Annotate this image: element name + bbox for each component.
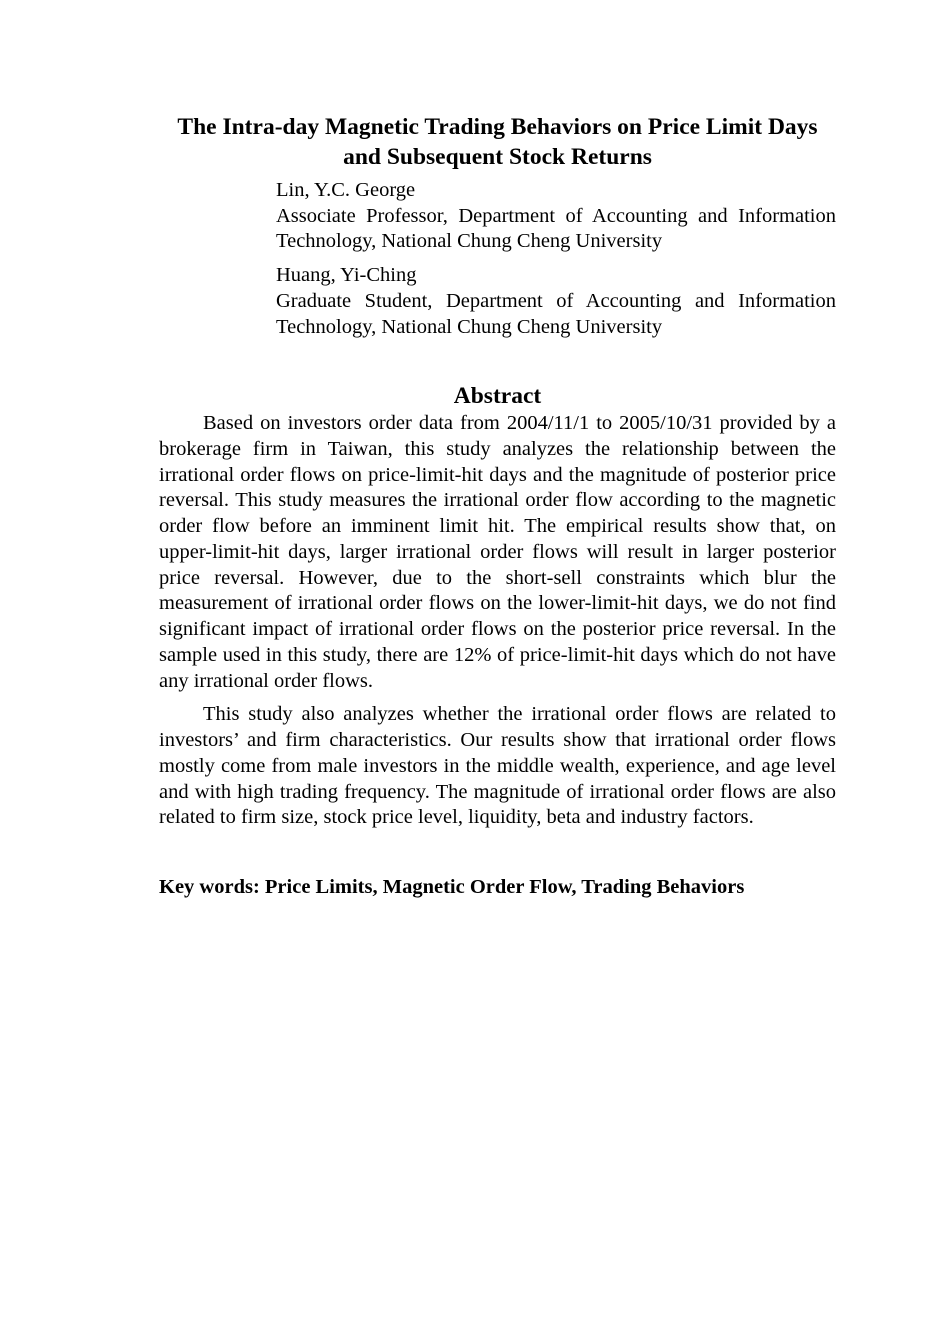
author-block <box>276 178 836 340</box>
author-entry <box>276 178 836 255</box>
author-entry <box>276 263 836 340</box>
abstract-paragraph: Based on investors order data from 2004/11/1 to 2005/10/31 provided by a brokerage firm in Taiwan, this study analyzes the relationship between the irrational order flows on price-limit-hit days and the magnitude of posterior price reversal. This study measures the irrational order flow according to the magnetic order flow before an imminent limit hit. The empirical results show that, on upper-limit-hit days, larger irrational order flows will result in larger posterior price reversal. However, due to the short-sell constraints which blur the measurement of irrational order flows on the lower-limit-hit days, we do not find significant impact of irrational order flows on the posterior price reversal. In the sample used in this study, there are 12% of price-limit-hit days which do not have any irrational order flows. <box>159 412 836 692</box>
author-name: Huang, Yi-Ching <box>276 264 417 287</box>
paper-title: The Intra-day Magnetic Trading Behaviors on Price Limit Days and Subsequent Stock Returns <box>177 114 818 170</box>
abstract-paragraph: This study also analyzes whether the irrational order flows are related to investors’ and firm characteristics. Our results show that irrational order flows mostly come from male investors in the middle wealth, experience, and age level and with high trading frequency. The magnitude of irrational order flows are also related to firm size, stock price level, liquidity, beta and industry factors. <box>159 703 836 829</box>
author-affiliation: Graduate Student, Department of Accounting and Information Technology, National Chung Cheng University <box>276 289 836 338</box>
abstract-heading: Abstract <box>453 383 542 410</box>
keywords-line: Key words: Price Limits, Magnetic Order Flow, Trading Behaviors <box>159 876 745 899</box>
author-affiliation: Associate Professor, Department of Accounting and Information Technology, National Chung Cheng University <box>276 204 836 253</box>
paper-page <box>159 113 836 900</box>
author-name: Lin, Y.C. George <box>276 179 416 201</box>
